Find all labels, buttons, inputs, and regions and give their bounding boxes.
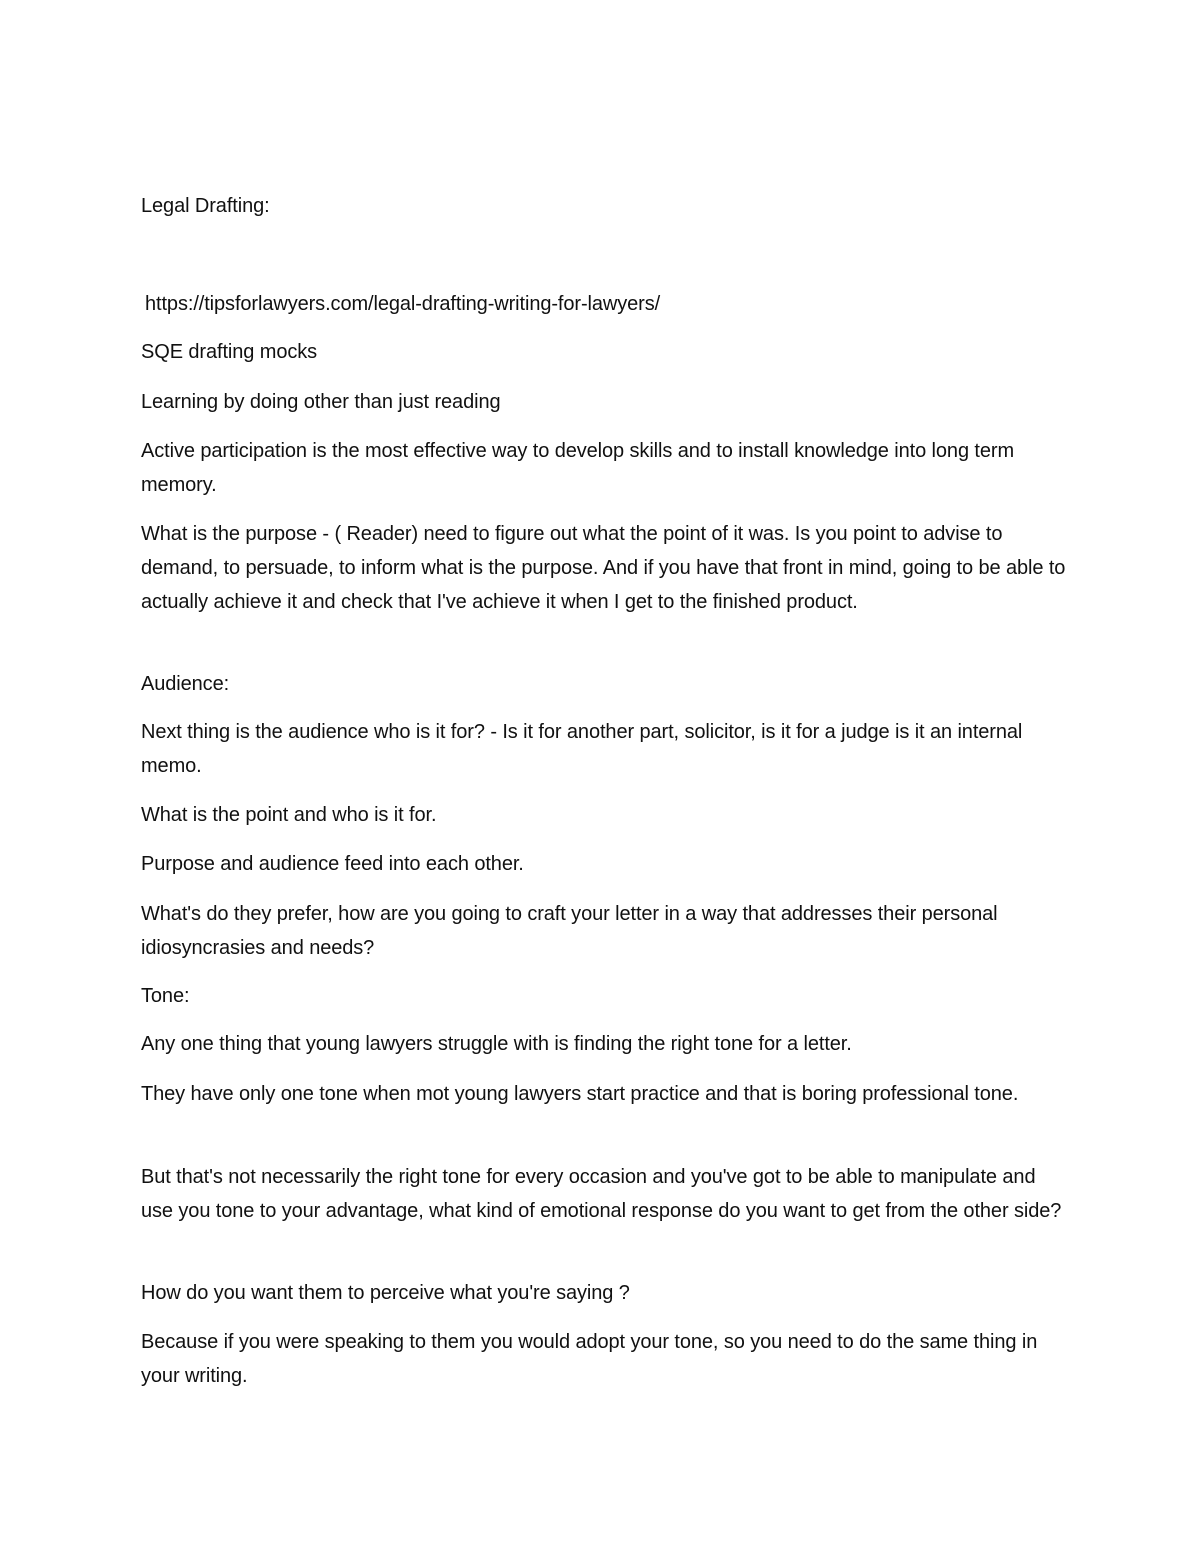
paragraph-right-tone: Any one thing that young lawyers struggle with is finding the right tone for a letter. (141, 1033, 852, 1055)
reference-url: https://tipsforlawyers.com/legal-drafting-writing-for-lawyers/ (145, 293, 661, 315)
section-heading-audience: Audience: (141, 673, 230, 695)
paragraph-point-and-who: What is the point and who is it for. (141, 804, 437, 826)
paragraph-perceive: How do you want them to perceive what you're saying ? (141, 1282, 630, 1304)
section-heading-tone: Tone: (141, 985, 190, 1007)
paragraph-manipulate-tone: But that's not necessarily the right tone for every occasion and you've got to be able to manipulate and use you tone to your advantage, what kind of emotional response do you want to get from the other side? (141, 1166, 1062, 1222)
document-heading: Legal Drafting: (141, 195, 270, 217)
paragraph-speaking: Because if you were speaking to them you would adopt your tone, so you need to do the same thing in your writing. (141, 1331, 1038, 1387)
paragraph-one-tone: They have only one tone when mot young lawyers start practice and that is boring professional tone. (141, 1083, 1019, 1105)
paragraph-audience: Next thing is the audience who is it for? - Is it for another part, solicitor, is it for a judge is it an internal memo. (141, 721, 1023, 777)
paragraph-purpose-audience: Purpose and audience feed into each other. (141, 853, 524, 875)
paragraph-preferences: What's do they prefer, how are you going to craft your letter in a way that addresses their personal idiosyncrasies and needs? (141, 903, 998, 959)
paragraph-purpose: What is the purpose - ( Reader) need to figure out what the point of it was. Is you point to advise to demand, to persuade, to inform what is the purpose. And if you have that front in mind, going to be able to actually achieve it and check that I've achieve it when I get to the finished product. (141, 523, 1066, 613)
paragraph-active-participation: Active participation is the most effective way to develop skills and to install knowledge into long term memory. (141, 440, 1015, 496)
paragraph-learning-by-doing: Learning by doing other than just reading (141, 391, 501, 413)
paragraph-sqe-mocks: SQE drafting mocks (141, 341, 318, 363)
